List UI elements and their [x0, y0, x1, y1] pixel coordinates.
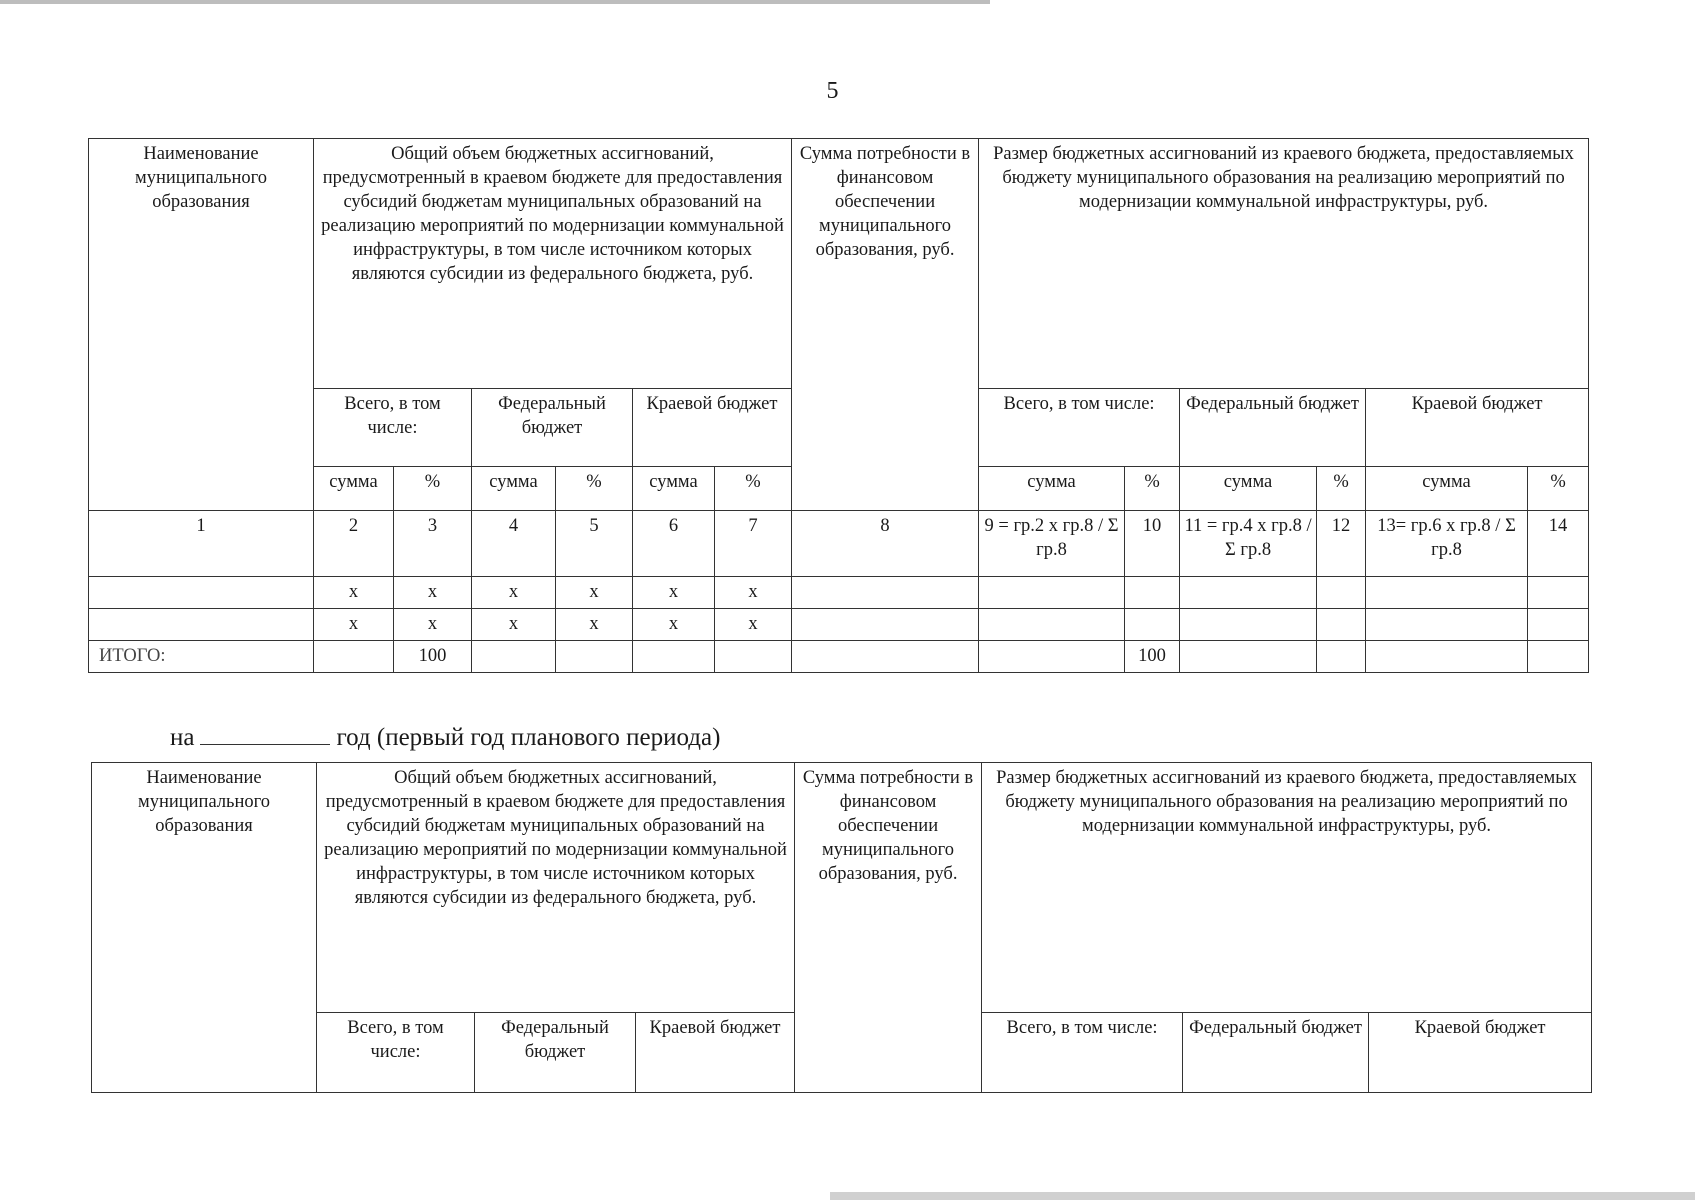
table-cell [1317, 609, 1366, 641]
table-cell [792, 609, 979, 641]
header-sum: сумма [472, 467, 556, 511]
table-cell [556, 641, 633, 673]
table-cell [1528, 609, 1589, 641]
table-cell [314, 641, 394, 673]
header-total-including: Всего, в том числе: [979, 389, 1180, 467]
scan-edge-bottom [830, 1192, 1695, 1200]
table-cell [1125, 609, 1180, 641]
column-number: 5 [556, 511, 633, 577]
table-cell [89, 577, 314, 609]
table-cell [1366, 577, 1528, 609]
caption-prefix: на [170, 724, 195, 751]
table-cell [1180, 609, 1317, 641]
column-number: 1 [89, 511, 314, 577]
header-percent: % [1125, 467, 1180, 511]
header-sum: сумма [633, 467, 715, 511]
header-regional-budget: Краевой бюджет [1369, 1013, 1592, 1093]
table-row [89, 609, 1589, 641]
total-row [89, 641, 1589, 673]
table-cell: х [394, 577, 472, 609]
table-cell: х [556, 577, 633, 609]
table-cell: х [472, 577, 556, 609]
table-cell [1125, 577, 1180, 609]
header-federal-budget: Федеральный бюджет [472, 389, 633, 467]
header-percent: % [1317, 467, 1366, 511]
table-cell: х [633, 577, 715, 609]
header-sum: сумма [979, 467, 1125, 511]
table-cell [1528, 641, 1589, 673]
table-cell [1317, 641, 1366, 673]
table-cell [633, 641, 715, 673]
header-allocation-size: Размер бюджетных ассигнований из краевого бюджета, предоставляемых бюджету муниципального образования на реализацию мероприятий по модернизации коммунальной инфраструктуры, руб. [979, 139, 1589, 389]
table-cell [89, 609, 314, 641]
header-municipality-name: Наименование муниципального образования [92, 763, 317, 1093]
table-cell: х [715, 577, 792, 609]
header-total-including: Всего, в том числе: [314, 389, 472, 467]
table-cell: х [556, 609, 633, 641]
header-percent: % [715, 467, 792, 511]
table-cell [1366, 609, 1528, 641]
column-number: 2 [314, 511, 394, 577]
column-number: 3 [394, 511, 472, 577]
column-number: 10 [1125, 511, 1180, 577]
table-cell: х [314, 609, 394, 641]
page-number: 5 [826, 78, 839, 104]
column-number: 12 [1317, 511, 1366, 577]
table-cell [1180, 641, 1317, 673]
column-number: 14 [1528, 511, 1589, 577]
header-total-including: Всего, в том числе: [317, 1013, 475, 1093]
planning-period-caption [170, 722, 720, 752]
allocation-table-current-year [88, 138, 1589, 673]
table-row [89, 577, 1589, 609]
header-need-sum: Сумма потребности в финансовом обеспечении муниципального образования, руб. [795, 763, 982, 1093]
table-cell [792, 641, 979, 673]
header-need-sum: Сумма потребности в финансовом обеспечении муниципального образования, руб. [792, 139, 979, 511]
table-cell [715, 641, 792, 673]
column-number-row [89, 511, 1589, 577]
header-federal-budget: Федеральный бюджет [475, 1013, 636, 1093]
total-percent-allocation: 100 [1125, 641, 1180, 673]
total-label: ИТОГО: [89, 641, 314, 673]
year-blank-line [200, 722, 330, 745]
table-cell [979, 609, 1125, 641]
column-number: 9 = гр.2 х гр.8 / Σ гр.8 [979, 511, 1125, 577]
header-sum: сумма [1180, 467, 1317, 511]
table-cell: х [314, 577, 394, 609]
column-number: 6 [633, 511, 715, 577]
table-cell: х [394, 609, 472, 641]
table-cell [792, 577, 979, 609]
header-federal-budget: Федеральный бюджет [1180, 389, 1366, 467]
column-number: 8 [792, 511, 979, 577]
header-percent: % [1528, 467, 1589, 511]
scan-edge-top [0, 0, 990, 4]
header-regional-budget: Краевой бюджет [633, 389, 792, 467]
total-percent-federal-share: 100 [394, 641, 472, 673]
table-cell [1180, 577, 1317, 609]
table-cell [472, 641, 556, 673]
header-total-including: Всего, в том числе: [982, 1013, 1183, 1093]
column-number: 7 [715, 511, 792, 577]
table-cell [979, 577, 1125, 609]
header-allocation-size: Размер бюджетных ассигнований из краевого бюджета, предоставляемых бюджету муниципального образования на реализацию мероприятий по модернизации коммунальной инфраструктуры, руб. [982, 763, 1592, 1013]
table-cell [979, 641, 1125, 673]
header-total-volume: Общий объем бюджетных ассигнований, предусмотренный в краевом бюджете для предоставления субсидий бюджетам муниципальных образований на реализацию мероприятий по модернизации коммунальной инфраструктуры, в том числе источником которых являются субсидии из федерального бюджета, руб. [314, 139, 792, 389]
header-sum: сумма [314, 467, 394, 511]
table-cell: х [715, 609, 792, 641]
header-federal-budget: Федеральный бюджет [1183, 1013, 1369, 1093]
table-cell: х [633, 609, 715, 641]
column-number: 11 = гр.4 х гр.8 / Σ гр.8 [1180, 511, 1317, 577]
table-cell: х [472, 609, 556, 641]
table-cell [1317, 577, 1366, 609]
column-number: 13= гр.6 х гр.8 / Σ гр.8 [1366, 511, 1528, 577]
table-cell [1366, 641, 1528, 673]
header-regional-budget: Краевой бюджет [636, 1013, 795, 1093]
header-percent: % [394, 467, 472, 511]
header-sum: сумма [1366, 467, 1528, 511]
caption-suffix: год (первый год планового периода) [336, 724, 721, 751]
header-total-volume: Общий объем бюджетных ассигнований, предусмотренный в краевом бюджете для предоставления субсидий бюджетам муниципальных образований на реализацию мероприятий по модернизации коммунальной инфраструктуры, в том числе источником которых являются субсидии из федерального бюджета, руб. [317, 763, 795, 1013]
table-cell [1528, 577, 1589, 609]
header-municipality-name: Наименование муниципального образования [89, 139, 314, 511]
column-number: 4 [472, 511, 556, 577]
header-regional-budget: Краевой бюджет [1366, 389, 1589, 467]
allocation-table-first-planning-year [91, 762, 1592, 1093]
header-percent: % [556, 467, 633, 511]
